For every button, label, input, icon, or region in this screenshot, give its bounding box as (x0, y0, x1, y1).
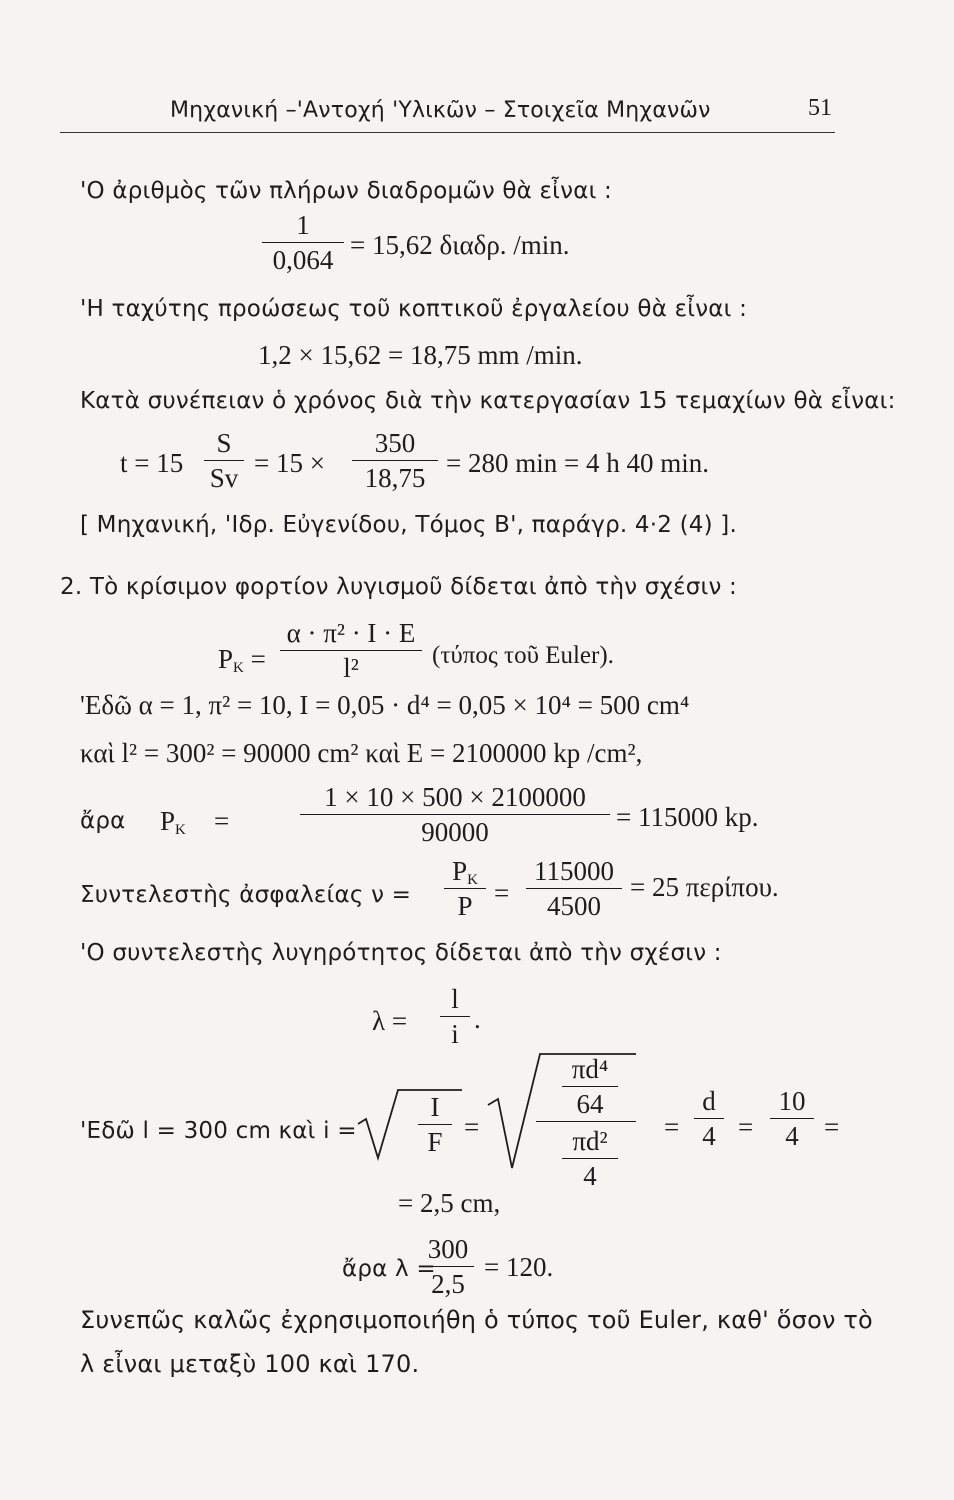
strokes-result: = 15,62 διαδρ. /min. (350, 230, 570, 260)
time-equation-lhs: t = 15 (120, 448, 184, 478)
equals-sign-1: = (464, 1112, 480, 1142)
feed-speed-equation: 1,2 × 15,62 = 18,75 mm /min. (258, 340, 583, 370)
fraction-numerator: 350 (374, 428, 416, 458)
fraction-denominator: P (457, 891, 473, 921)
lambda-result: = 120. (484, 1252, 554, 1282)
fraction-denominator: 4500 (547, 891, 601, 921)
fraction-numerator: 10 (778, 1086, 806, 1116)
fraction-denominator: i (451, 1019, 459, 1049)
length-and-modulus-line: καὶ l² = 300² = 90000 cm² καὶ E = 2100000 kp /cm², (80, 738, 643, 768)
time-equation-mid: = 15 × (254, 448, 325, 478)
lambda-period: . (474, 1004, 481, 1034)
nested-main-fraction-bar (536, 1121, 636, 1122)
therefore-word: ἄρα (80, 808, 126, 834)
fraction-denominator: 2,5 (431, 1269, 465, 1299)
equals-sign-3: = (738, 1112, 754, 1142)
equals-sign-2: = (664, 1112, 680, 1142)
safety-factor-result: = 25 περίπου. (630, 872, 779, 902)
fraction-bar (562, 1158, 618, 1159)
safety-factor-equals: = (494, 878, 510, 908)
running-header-title: Μηχανική –'Αντοχή 'Υλικῶν – Στοιχεῖα Μηχανῶν (170, 98, 711, 123)
radius-of-gyration-text: 'Εδῶ l = 300 cm καὶ i = (80, 1118, 357, 1144)
therefore-lambda: ἄρα λ = (342, 1256, 436, 1282)
paragraph-machining-time: Κατὰ συνέπειαν ὁ χρόνος διὰ τὴν κατεργασίαν 15 τεμαχίων θὰ εἶναι: (80, 388, 896, 414)
fraction-10-over-4 (770, 1086, 814, 1151)
fraction-numerator: πd⁴ (571, 1054, 609, 1084)
fraction-denominator: l² (343, 653, 359, 683)
fraction-numerator: 1 × 10 × 500 × 2100000 (324, 782, 586, 812)
pk-letter: P (452, 856, 468, 886)
fraction-bar (770, 1118, 814, 1119)
fraction-d-over-4 (694, 1086, 724, 1151)
fraction-numerator: πd² (572, 1126, 608, 1156)
pk-subscript: K (467, 872, 478, 888)
equals-sign-4: = (824, 1112, 840, 1142)
fraction-i-over-f (418, 1092, 452, 1157)
euler-lhs-symbol: P (218, 644, 234, 674)
given-values-line: 'Εδῶ α = 1, π² = 10, I = 0,05 · d⁴ = 0,05 × 10⁴ = 500 cm⁴ (80, 690, 690, 720)
paragraph-feed-speed: 'Η ταχύτης προώσεως τοῦ κοπτικοῦ ἐργαλείου θὰ εἶναι : (80, 296, 748, 322)
fraction-bar (422, 1266, 474, 1267)
fraction-denominator: Sv (209, 463, 239, 493)
euler-lhs: $P_K$ = (218, 644, 266, 676)
fraction-300-over-25 (422, 1234, 474, 1299)
paragraph-slenderness: 'Ο συντελεστὴς λυγηρότητος δίδεται ἀπὸ τὴν σχέσιν : (80, 940, 722, 966)
safety-factor-label: Συντελεστὴς ἀσφαλείας ν = (80, 882, 412, 908)
time-equation-result: = 280 min = 4 h 40 min. (446, 448, 709, 478)
pk-equals: = (214, 806, 230, 836)
page-number: 51 (808, 95, 832, 121)
fraction-numerator: S (216, 428, 232, 458)
fraction-numerator: 1 (296, 210, 310, 240)
fraction-numerator: 115000 (534, 856, 614, 886)
fraction-denominator: 64 (576, 1089, 604, 1119)
fraction-numerator: d (702, 1086, 716, 1116)
conclusion-line-1: Συνεπῶς καλῶς ἐχρησιμοποιήθη ὁ τύπος τοῦ Euler, καθ' ὅσον τὸ (80, 1306, 873, 1334)
fraction-bar (418, 1124, 452, 1125)
reference-citation: [ Μηχανική, 'Ιδρ. Εὐγενίδου, Τόμος Β', παράγρ. 4·2 (4) ]. (80, 512, 737, 538)
fraction-numerator: l (451, 984, 459, 1014)
nested-fraction-denominator (548, 1126, 632, 1191)
nested-fraction-numerator (548, 1054, 632, 1119)
fraction-denominator: 4 (702, 1121, 716, 1151)
pk-letter: P (160, 806, 176, 836)
lambda-lhs: λ = (372, 1006, 408, 1036)
conclusion-line-2: λ εἶναι μεταξὺ 100 καὶ 170. (80, 1350, 420, 1378)
fraction-denominator: F (427, 1127, 443, 1157)
critical-load-result: = 115000 kp. (616, 802, 759, 832)
fraction-denominator: 18,75 (364, 463, 426, 493)
paragraph-full-strokes: 'Ο ἀριθμὸς τῶν πλήρων διαδρομῶν θὰ εἶναι : (80, 178, 613, 204)
fraction-denominator: 0,064 (272, 245, 334, 275)
paragraph-critical-load: 2. Τὸ κρίσιμον φορτίον λυγισμοῦ δίδεται ἀπὸ τὴν σχέσιν : (60, 574, 737, 600)
fraction-numerator: α · π² · I · E (286, 618, 416, 648)
pk-subscript: K (175, 822, 186, 838)
fraction-bar (694, 1118, 724, 1119)
radius-result: = 2,5 cm, (398, 1188, 501, 1218)
fraction-numerator: 300 (427, 1234, 469, 1264)
fraction-numerator: I (430, 1092, 440, 1122)
euler-lhs-subscript: K (233, 660, 244, 676)
fraction-denominator: 90000 (421, 817, 489, 847)
fraction-bar (562, 1086, 618, 1087)
euler-note: (τύπος τοῦ Euler). (432, 642, 614, 669)
fraction-denominator: 4 (583, 1161, 597, 1191)
fraction-denominator: 4 (785, 1121, 799, 1151)
